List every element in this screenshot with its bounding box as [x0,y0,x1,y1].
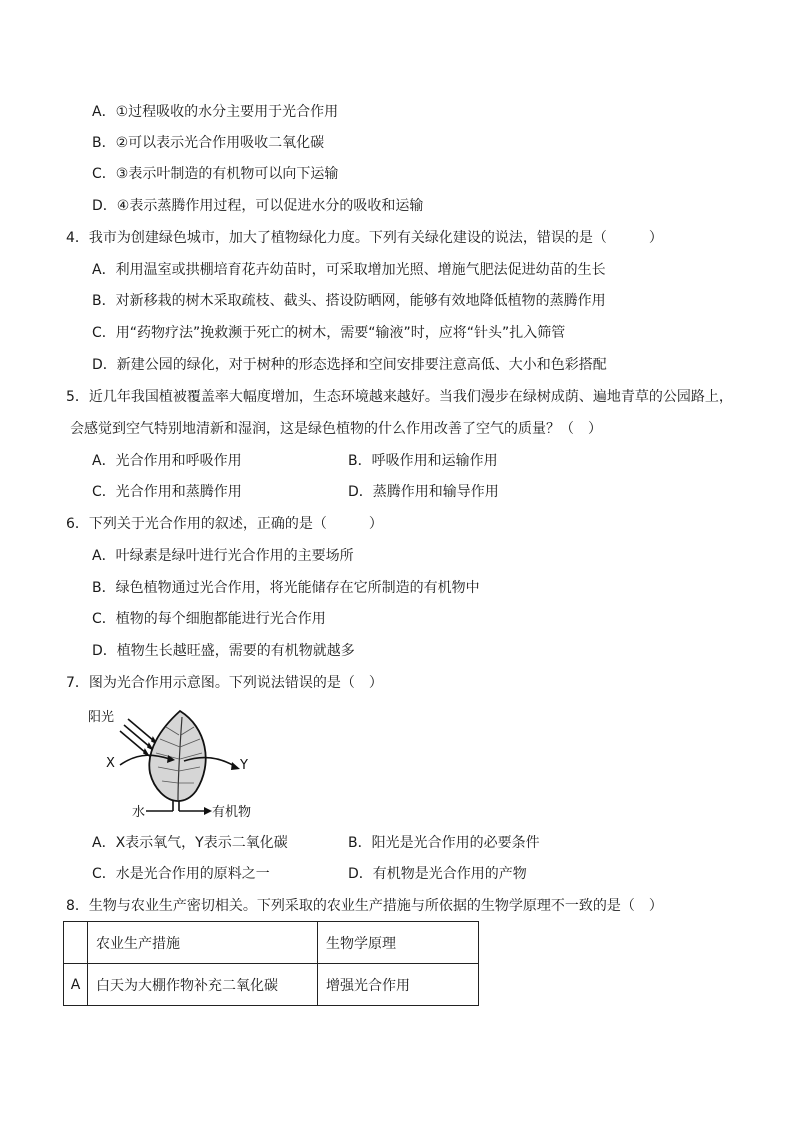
q6-option-b: B．绿色植物通过光合作用，将光能储存在它所制造的有机物中 [92,580,480,596]
organic-label: 有机物 [212,805,252,819]
q7-option-d: D．有机物是光合作用的产物 [348,866,527,882]
q3-option-d: D．④表示蒸腾作用过程，可以促进水分的吸收和运输 [92,198,424,214]
q4-option-d: D．新建公园的绿化，对于树种的形态选择和空间安排要注意高低、大小和色彩搭配 [92,357,607,373]
q5-option-b: B．呼吸作用和运输作用 [348,453,498,469]
photosynthesis-diagram [80,705,270,819]
x-label: X [106,756,115,771]
q3-option-b: B．②可以表示光合作用吸收二氧化碳 [92,135,325,151]
table-cell: 白天为大棚作物补充二氧化碳 [88,964,318,1006]
q3-option-c: C．③表示叶制造的有机物可以向下运输 [92,166,339,182]
q5-stem-line2: 会感觉到空气特别地清新和湿润，这是绿色植物的什么作用改善了空气的质量？（ ） [70,421,602,437]
organic-arrow-icon [204,807,212,815]
sun-label: 阳光 [88,710,115,725]
q6-stem: 6．下列关于光合作用的叙述，正确的是（ ） [66,516,383,532]
q4-option-b: B．对新移栽的树木采取疏枝、截头、搭设防晒网，能够有效地降低植物的蒸腾作用 [92,293,606,309]
q3-option-a: A．①过程吸收的水分主要用于光合作用 [92,104,339,120]
q6-option-c: C．植物的每个细胞都能进行光合作用 [92,611,326,627]
table-cell: 增强光合作用 [318,964,479,1006]
q7-stem: 7．图为光合作用示意图。下列说法错误的是（ ） [66,675,383,691]
table-header-row [64,922,479,964]
q6-option-d: D．植物生长越旺盛，需要的有机物就越多 [92,643,355,659]
q8-table [63,921,479,1006]
water-label: 水 [132,805,146,819]
y-label: Y [240,758,248,773]
q4-stem: 4．我市为创建绿色城市，加大了植物绿化力度。下列有关绿化建设的说法，错误的是（ ） [66,230,663,246]
q7-option-b: B．阳光是光合作用的必要条件 [348,835,540,851]
q5-option-d: D．蒸腾作用和输导作用 [348,484,499,500]
q4-option-c: C．用“药物疗法”挽救濒于死亡的树木，需要“输液”时，应将“针头”扎入筛管 [92,325,566,341]
q5-option-a: A．光合作用和呼吸作用 [92,453,242,469]
table-header-cell: 生物学原理 [318,922,479,964]
table-row [64,964,479,1006]
q5-option-c: C．光合作用和蒸腾作用 [92,484,242,500]
q8-stem: 8．生物与农业生产密切相关。下列采取的农业生产措施与所依据的生物学原理不一致的是（ ） [66,898,663,914]
table-header-cell: 农业生产措施 [88,922,318,964]
table-cell: A [64,964,88,1006]
q7-option-a: A．X表示氧气，Y表示二氧化碳 [92,835,288,851]
sun-rays-icon [120,719,156,755]
table-header-cell [64,922,88,964]
q6-option-a: A．叶绿素是绿叶进行光合作用的主要场所 [92,548,354,564]
q7-option-c: C．水是光合作用的原料之一 [92,866,270,882]
q5-stem-line1: 5．近几年我国植被覆盖率大幅度增加，生态环境越来越好。当我们漫步在绿树成荫、遍地青草的公园路上， [66,389,733,405]
q4-option-a: A．利用温室或拱棚培育花卉幼苗时，可采取增加光照、增施气肥法促进幼苗的生长 [92,262,606,278]
